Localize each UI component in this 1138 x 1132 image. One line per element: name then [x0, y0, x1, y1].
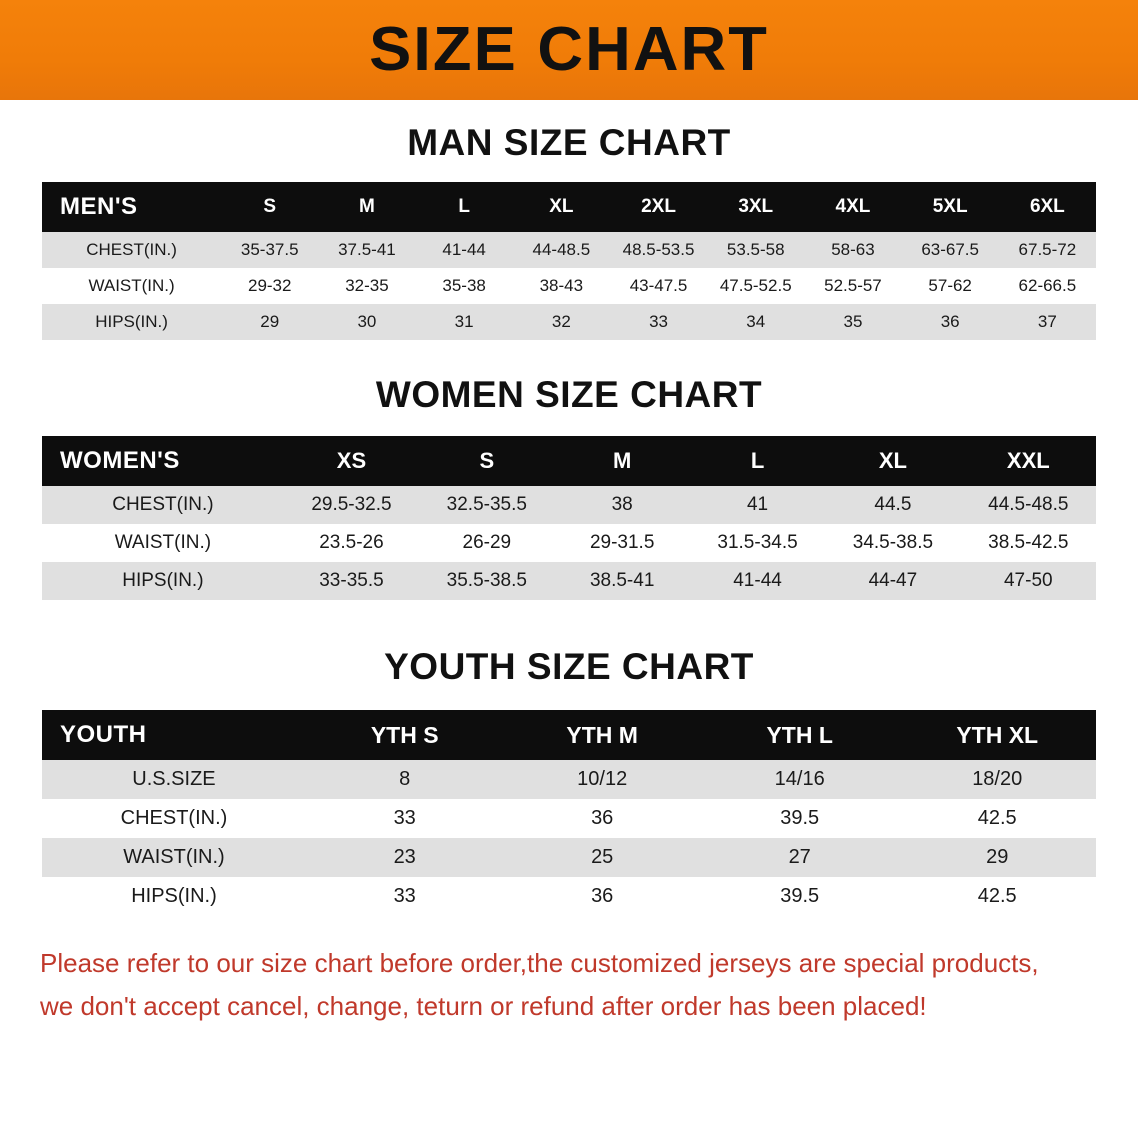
youth-header-row: [42, 710, 1096, 760]
table-cell: 32.5-35.5: [446, 494, 527, 515]
man-column-header: XL: [549, 196, 574, 217]
table-cell: 57-62: [928, 276, 972, 295]
table-cell: 8: [399, 768, 411, 790]
table-cell: 32: [551, 312, 571, 331]
table-cell: 35: [843, 312, 863, 331]
table-row: [42, 562, 1096, 600]
youth-column-header: YTH L: [766, 721, 833, 748]
table-cell: 29: [986, 846, 1009, 868]
table-row: [42, 524, 1096, 562]
table-row: [42, 486, 1096, 524]
youth-row-label: U.S.SIZE: [132, 768, 216, 790]
table-cell: 63-67.5: [921, 240, 979, 259]
table-row: [42, 304, 1096, 340]
man-table-corner-label: MEN'S: [60, 193, 138, 220]
table-cell: 29-32: [247, 276, 292, 295]
table-cell: 38.5-42.5: [988, 532, 1069, 553]
table-cell: 39.5: [780, 885, 820, 907]
table-cell: 29.5-32.5: [311, 494, 392, 515]
table-cell: 36: [591, 885, 614, 907]
women-row-label: WAIST(IN.): [114, 532, 212, 553]
policy-note-line-1: Please refer to our size chart before order,the customized jerseys are special products,: [40, 948, 1039, 978]
man-column-header: 4XL: [835, 196, 871, 217]
man-column-header: 5XL: [932, 196, 968, 217]
table-cell: 44-48.5: [532, 240, 591, 259]
table-cell: 38-43: [539, 276, 584, 295]
table-cell: 41-44: [442, 240, 486, 259]
women-column-header: XXL: [1006, 448, 1050, 473]
table-cell: 47-50: [1003, 570, 1053, 591]
man-size-table: [42, 182, 1096, 340]
youth-column-header: YTH S: [370, 721, 439, 748]
table-cell: 25: [591, 846, 614, 868]
youth-table-body: [42, 760, 1096, 916]
table-cell: 29: [260, 312, 280, 331]
table-cell: 35.5-38.5: [446, 570, 527, 591]
table-cell: 10/12: [577, 768, 628, 790]
table-cell: 38: [611, 494, 633, 515]
youth-section-heading: YOUTH SIZE CHART: [384, 646, 754, 687]
table-cell: 44.5: [874, 494, 912, 515]
women-table-body: [42, 486, 1096, 600]
table-cell: 37.5-41: [338, 240, 396, 259]
table-cell: 35-37.5: [240, 240, 299, 259]
table-cell: 37: [1037, 312, 1057, 331]
table-cell: 14/16: [774, 768, 825, 790]
table-cell: 33: [393, 885, 416, 907]
table-cell: 33-35.5: [319, 570, 384, 591]
table-cell: 67.5-72: [1018, 240, 1077, 259]
youth-row-label: HIPS(IN.): [131, 885, 217, 907]
table-cell: 34: [746, 312, 766, 331]
table-cell: 34.5-38.5: [852, 532, 934, 553]
table-cell: 31: [454, 312, 474, 331]
table-cell: 53.5-58: [726, 240, 785, 259]
page-title: SIZE CHART: [369, 15, 769, 84]
table-cell: 23.5-26: [319, 532, 384, 553]
table-cell: 44.5-48.5: [988, 494, 1069, 515]
man-chart-wrap: [0, 182, 1138, 340]
table-cell: 36: [940, 312, 960, 331]
man-column-header: L: [458, 196, 470, 217]
table-cell: 30: [357, 312, 377, 331]
table-cell: 35-38: [442, 276, 486, 295]
women-column-header: L: [750, 448, 765, 473]
table-cell: 26-29: [462, 532, 512, 553]
man-table-body: [42, 232, 1096, 340]
youth-row-label: WAIST(IN.): [123, 846, 225, 868]
women-header-row: [42, 436, 1096, 486]
table-row: [42, 877, 1096, 916]
man-column-header: S: [263, 196, 277, 217]
table-row: [42, 232, 1096, 268]
man-table-header: [42, 182, 1096, 232]
table-row: [42, 760, 1096, 799]
man-column-header: 6XL: [1029, 196, 1065, 217]
table-cell: 27: [788, 846, 811, 868]
women-column-header: S: [479, 448, 495, 473]
table-cell: 18/20: [972, 768, 1023, 790]
youth-table-header: [42, 710, 1096, 760]
table-row: [42, 838, 1096, 877]
table-cell: 33: [393, 807, 416, 829]
women-column-header: XS: [336, 448, 367, 473]
table-cell: 43-47.5: [629, 276, 688, 295]
women-row-label: HIPS(IN.): [122, 570, 204, 591]
table-cell: 39.5: [780, 807, 820, 829]
table-cell: 31.5-34.5: [717, 532, 798, 553]
table-cell: 32-35: [345, 276, 389, 295]
youth-row-label: CHEST(IN.): [120, 807, 228, 829]
table-cell: 29-31.5: [589, 532, 655, 553]
table-cell: 62-66.5: [1018, 276, 1077, 295]
table-cell: 41: [746, 494, 769, 515]
table-cell: 23: [393, 846, 416, 868]
youth-chart-wrap: [0, 710, 1138, 916]
women-section-heading: WOMEN SIZE CHART: [375, 374, 763, 415]
table-cell: 42.5: [977, 807, 1017, 829]
women-column-header: XL: [878, 448, 907, 473]
youth-column-header: YTH XL: [956, 721, 1039, 748]
man-column-header: 2XL: [641, 196, 676, 217]
youth-column-header: YTH M: [566, 721, 638, 748]
table-cell: 42.5: [977, 885, 1017, 907]
man-column-header: M: [359, 196, 375, 217]
man-row-label: WAIST(IN.): [88, 276, 175, 295]
table-cell: 38.5-41: [589, 570, 655, 591]
women-size-table: [42, 436, 1096, 600]
man-column-header: 3XL: [738, 196, 774, 217]
women-table-header: [42, 436, 1096, 486]
table-cell: 41-44: [733, 570, 782, 591]
policy-note: [40, 942, 1108, 1028]
man-header-row: [42, 182, 1096, 232]
women-column-header: M: [613, 448, 632, 473]
policy-note-line-2: we don't accept cancel, change, teturn or refund after order has been placed!: [40, 990, 927, 1021]
youth-table-corner-label: YOUTH: [60, 721, 147, 748]
table-cell: 44-47: [868, 570, 918, 591]
women-row-label: CHEST(IN.): [112, 494, 214, 515]
youth-size-table: [42, 710, 1096, 916]
table-cell: 52.5-57: [824, 276, 882, 295]
man-section-heading: MAN SIZE CHART: [407, 122, 731, 163]
table-row: [42, 268, 1096, 304]
table-cell: 36: [591, 807, 614, 829]
man-row-label: HIPS(IN.): [95, 312, 168, 331]
table-cell: 48.5-53.5: [622, 240, 695, 259]
women-chart-wrap: [0, 436, 1138, 600]
table-cell: 33: [649, 312, 668, 331]
table-cell: 47.5-52.5: [719, 276, 792, 295]
table-row: [42, 799, 1096, 838]
man-row-label: CHEST(IN.): [86, 240, 177, 259]
table-cell: 58-63: [831, 240, 875, 259]
header-banner: [0, 0, 1138, 100]
women-table-corner-label: WOMEN'S: [60, 447, 180, 474]
